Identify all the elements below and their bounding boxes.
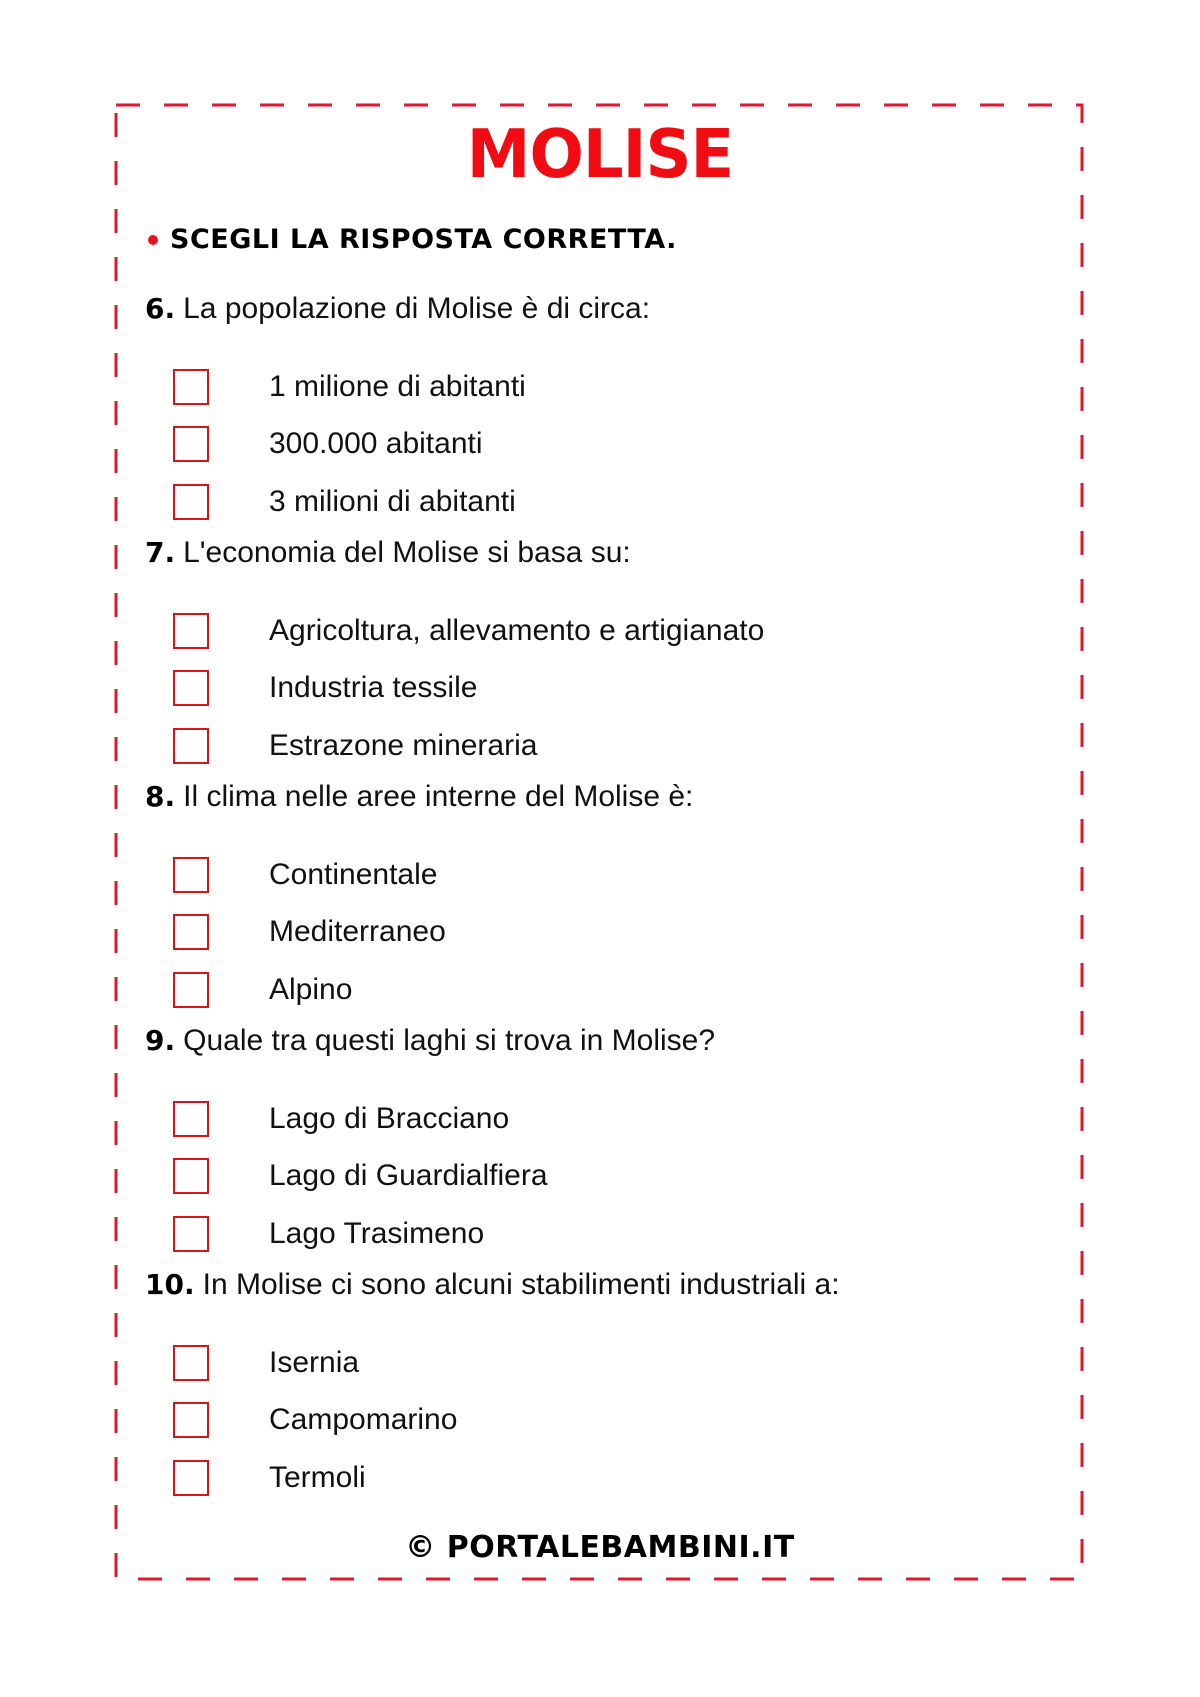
checkbox[interactable] bbox=[173, 1345, 209, 1381]
question-text: La popolazione di Molise è di circa: bbox=[183, 292, 651, 325]
option[interactable] bbox=[145, 416, 650, 474]
option-label: Termoli bbox=[269, 1460, 366, 1494]
option-label: Industria tessile bbox=[269, 671, 478, 705]
option[interactable] bbox=[145, 1090, 715, 1148]
question-number: 6. bbox=[145, 292, 176, 325]
option-label: Alpino bbox=[269, 972, 353, 1006]
question-7 bbox=[145, 536, 764, 775]
question-text: In Molise ci sono alcuni stabilimenti industriali a: bbox=[202, 1268, 840, 1301]
option-label: Lago Trasimeno bbox=[269, 1216, 485, 1250]
question-9 bbox=[145, 1024, 715, 1263]
question-6 bbox=[145, 292, 650, 531]
checkbox[interactable] bbox=[173, 728, 209, 764]
checkbox[interactable] bbox=[173, 1158, 209, 1194]
instruction-text: SCEGLI LA RISPOSTA CORRETTA. bbox=[170, 224, 677, 255]
option[interactable] bbox=[145, 1148, 715, 1206]
option[interactable] bbox=[145, 1205, 715, 1263]
question-8 bbox=[145, 780, 693, 1019]
checkbox[interactable] bbox=[173, 972, 209, 1008]
question-number: 7. bbox=[145, 536, 176, 569]
option[interactable] bbox=[145, 961, 693, 1019]
checkbox[interactable] bbox=[173, 1216, 209, 1252]
option-label: Isernia bbox=[269, 1345, 360, 1379]
option-label: Lago di Bracciano bbox=[269, 1101, 510, 1135]
page-title: MOLISE bbox=[466, 116, 734, 194]
option-label: 3 milioni di abitanti bbox=[269, 484, 516, 518]
option-label: Estrazone mineraria bbox=[269, 728, 538, 762]
option[interactable] bbox=[145, 846, 693, 904]
question-10 bbox=[145, 1268, 840, 1507]
option-label: 1 milione di abitanti bbox=[269, 369, 526, 403]
checkbox[interactable] bbox=[173, 369, 209, 405]
option[interactable] bbox=[145, 1449, 840, 1507]
checkbox[interactable] bbox=[173, 670, 209, 706]
option[interactable] bbox=[145, 904, 693, 962]
option[interactable] bbox=[145, 358, 650, 416]
checkbox[interactable] bbox=[173, 426, 209, 462]
question-number: 8. bbox=[145, 780, 176, 813]
option[interactable] bbox=[145, 473, 650, 531]
option-label: Mediterraneo bbox=[269, 915, 446, 949]
option-label: Campomarino bbox=[269, 1403, 458, 1437]
option[interactable] bbox=[145, 602, 764, 660]
option[interactable] bbox=[145, 1392, 840, 1450]
option-label: 300.000 abitanti bbox=[269, 427, 483, 461]
question-number: 10. bbox=[145, 1268, 195, 1301]
option-label: Lago di Guardialfiera bbox=[269, 1159, 548, 1193]
question-text: Il clima nelle aree interne del Molise è: bbox=[183, 780, 694, 813]
option[interactable] bbox=[145, 660, 764, 718]
option-label: Continentale bbox=[269, 857, 438, 891]
instruction bbox=[148, 224, 677, 255]
checkbox[interactable] bbox=[173, 1101, 209, 1137]
option-label: Agricoltura, allevamento e artigianato bbox=[269, 613, 765, 647]
checkbox[interactable] bbox=[173, 1460, 209, 1496]
checkbox[interactable] bbox=[173, 613, 209, 649]
question-number: 9. bbox=[145, 1024, 176, 1057]
bullet-icon bbox=[148, 235, 158, 245]
option[interactable] bbox=[145, 1334, 840, 1392]
checkbox[interactable] bbox=[173, 914, 209, 950]
question-text: Quale tra questi laghi si trova in Molise? bbox=[183, 1024, 716, 1057]
copyright-footer: © PORTALEBAMBINI.IT bbox=[405, 1530, 795, 1565]
checkbox[interactable] bbox=[173, 857, 209, 893]
option[interactable] bbox=[145, 717, 764, 775]
checkbox[interactable] bbox=[173, 484, 209, 520]
checkbox[interactable] bbox=[173, 1402, 209, 1438]
question-text: L'economia del Molise si basa su: bbox=[183, 536, 631, 569]
